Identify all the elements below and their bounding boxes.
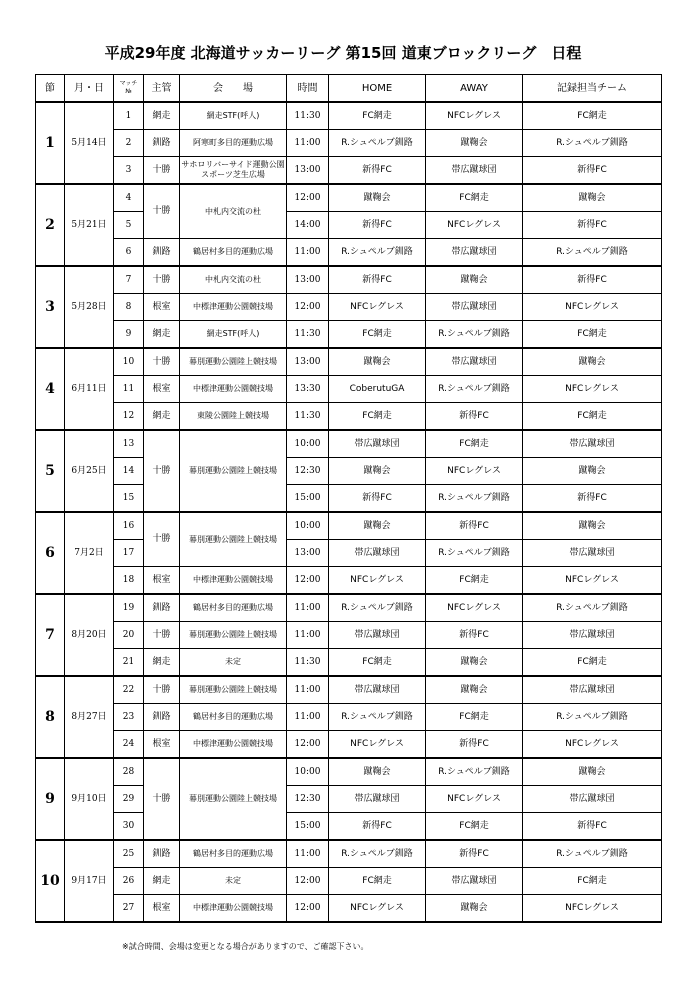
match-number: 15 xyxy=(114,485,144,513)
kickoff-time: 12:00 xyxy=(287,895,329,923)
section-number: 5 xyxy=(36,430,65,512)
home-team: FC網走 xyxy=(329,868,426,895)
table-row xyxy=(36,676,662,704)
match-number: 27 xyxy=(114,895,144,923)
record-team: 新得FC xyxy=(523,485,662,513)
home-team: FC網走 xyxy=(329,403,426,431)
host-region: 十勝 xyxy=(144,184,180,239)
record-team: NFCレグレス xyxy=(523,731,662,759)
host-region: 根室 xyxy=(144,895,180,923)
table-row xyxy=(36,868,662,895)
page-title: 平成29年度 北海道サッカーリーグ 第15回 道東ブロックリーグ 日程 xyxy=(104,44,582,62)
record-team: R.シュペルブ釧路 xyxy=(523,704,662,731)
host-region: 釧路 xyxy=(144,704,180,731)
table-row xyxy=(36,813,662,841)
record-team: R.シュペルブ釧路 xyxy=(523,239,662,267)
host-region: 根室 xyxy=(144,376,180,403)
match-number: 8 xyxy=(114,294,144,321)
venue: 網走STF(呼人) xyxy=(180,321,287,349)
away-team: FC網走 xyxy=(426,430,523,458)
host-region: 網走 xyxy=(144,102,180,130)
venue: 鶴居村多目的運動広場 xyxy=(180,704,287,731)
venue: 幕別運動公園陸上競技場 xyxy=(180,430,287,512)
home-team: 新得FC xyxy=(329,212,426,239)
kickoff-time: 11:00 xyxy=(287,676,329,704)
match-number: 9 xyxy=(114,321,144,349)
table-row xyxy=(36,540,662,567)
table-row xyxy=(36,567,662,595)
record-team: NFCレグレス xyxy=(523,294,662,321)
away-team: 蹴鞠会 xyxy=(426,895,523,923)
table-row xyxy=(36,212,662,239)
table-row xyxy=(36,840,662,868)
match-number: 22 xyxy=(114,676,144,704)
home-team: R.シュペルブ釧路 xyxy=(329,594,426,622)
kickoff-time: 14:00 xyxy=(287,212,329,239)
away-team: 帯広蹴球団 xyxy=(426,868,523,895)
match-number: 20 xyxy=(114,622,144,649)
host-region: 釧路 xyxy=(144,130,180,157)
record-team: 蹴鞠会 xyxy=(523,512,662,540)
header-date: 月・日 xyxy=(65,75,114,103)
venue: 中標津運動公園競技場 xyxy=(180,567,287,595)
table-row xyxy=(36,239,662,267)
match-date: 5月28日 xyxy=(65,266,114,348)
match-number: 28 xyxy=(114,758,144,786)
venue: 網走STF(呼人) xyxy=(180,102,287,130)
record-team: 蹴鞠会 xyxy=(523,348,662,376)
header-section: 節 xyxy=(36,75,65,103)
away-team: 帯広蹴球団 xyxy=(426,157,523,185)
away-team: 新得FC xyxy=(426,512,523,540)
kickoff-time: 11:00 xyxy=(287,130,329,157)
header-away: AWAY xyxy=(426,75,523,103)
match-number: 12 xyxy=(114,403,144,431)
table-row xyxy=(36,403,662,431)
match-number: 23 xyxy=(114,704,144,731)
match-number: 10 xyxy=(114,348,144,376)
host-region: 根室 xyxy=(144,294,180,321)
table-row xyxy=(36,895,662,923)
home-team: NFCレグレス xyxy=(329,294,426,321)
away-team: NFCレグレス xyxy=(426,458,523,485)
kickoff-time: 13:30 xyxy=(287,376,329,403)
schedule-table xyxy=(35,74,662,923)
host-region: 網走 xyxy=(144,403,180,431)
footnote: ※試合時間、会場は変更となる場合がありますので、ご確認下さい。 xyxy=(122,942,369,951)
home-team: 帯広蹴球団 xyxy=(329,786,426,813)
kickoff-time: 13:00 xyxy=(287,540,329,567)
schedule-body xyxy=(36,102,662,922)
match-number: 11 xyxy=(114,376,144,403)
match-number: 13 xyxy=(114,430,144,458)
home-team: CoberutuGA xyxy=(329,376,426,403)
venue: 中札内交流の杜 xyxy=(180,184,287,239)
venue: 中標津運動公園競技場 xyxy=(180,731,287,759)
host-region: 十勝 xyxy=(144,157,180,185)
home-team: NFCレグレス xyxy=(329,731,426,759)
away-team: R.シュペルブ釧路 xyxy=(426,321,523,349)
away-team: 帯広蹴球団 xyxy=(426,348,523,376)
table-row xyxy=(36,485,662,513)
away-team: R.シュペルブ釧路 xyxy=(426,540,523,567)
kickoff-time: 12:30 xyxy=(287,458,329,485)
record-team: R.シュペルブ釧路 xyxy=(523,594,662,622)
table-row xyxy=(36,622,662,649)
venue: 鶴居村多目的運動広場 xyxy=(180,239,287,267)
match-number: 17 xyxy=(114,540,144,567)
header-match-no xyxy=(114,75,144,103)
away-team: 新得FC xyxy=(426,622,523,649)
match-number: 30 xyxy=(114,813,144,841)
table-row xyxy=(36,321,662,349)
table-row xyxy=(36,430,662,458)
header-match-line2: № xyxy=(125,88,132,95)
match-date: 9月10日 xyxy=(65,758,114,840)
match-date: 5月14日 xyxy=(65,102,114,184)
home-team: 蹴鞠会 xyxy=(329,512,426,540)
away-team: 帯広蹴球団 xyxy=(426,239,523,267)
match-number: 21 xyxy=(114,649,144,677)
host-region: 十勝 xyxy=(144,430,180,512)
away-team: R.シュペルブ釧路 xyxy=(426,485,523,513)
record-team: 新得FC xyxy=(523,212,662,239)
header-home: HOME xyxy=(329,75,426,103)
venue: 未定 xyxy=(180,649,287,677)
kickoff-time: 11:00 xyxy=(287,622,329,649)
record-team: FC網走 xyxy=(523,403,662,431)
host-region: 釧路 xyxy=(144,594,180,622)
kickoff-time: 13:00 xyxy=(287,348,329,376)
match-number: 3 xyxy=(114,157,144,185)
table-row xyxy=(36,649,662,677)
home-team: 帯広蹴球団 xyxy=(329,430,426,458)
venue: 未定 xyxy=(180,868,287,895)
match-date: 8月27日 xyxy=(65,676,114,758)
away-team: 蹴鞠会 xyxy=(426,130,523,157)
host-region: 網走 xyxy=(144,868,180,895)
away-team: NFCレグレス xyxy=(426,786,523,813)
venue: 鶴居村多目的運動広場 xyxy=(180,840,287,868)
kickoff-time: 10:00 xyxy=(287,512,329,540)
kickoff-time: 11:30 xyxy=(287,321,329,349)
match-number: 26 xyxy=(114,868,144,895)
table-row xyxy=(36,348,662,376)
record-team: 帯広蹴球団 xyxy=(523,786,662,813)
record-team: NFCレグレス xyxy=(523,567,662,595)
away-team: 蹴鞠会 xyxy=(426,266,523,294)
kickoff-time: 11:00 xyxy=(287,840,329,868)
home-team: R.シュペルブ釧路 xyxy=(329,840,426,868)
home-team: FC網走 xyxy=(329,321,426,349)
record-team: 帯広蹴球団 xyxy=(523,622,662,649)
kickoff-time: 15:00 xyxy=(287,485,329,513)
match-number: 16 xyxy=(114,512,144,540)
table-row xyxy=(36,376,662,403)
venue: 幕別運動公園陸上競技場 xyxy=(180,512,287,567)
kickoff-time: 12:00 xyxy=(287,184,329,212)
away-team: 新得FC xyxy=(426,731,523,759)
match-number: 4 xyxy=(114,184,144,212)
section-number: 3 xyxy=(36,266,65,348)
section-number: 2 xyxy=(36,184,65,266)
kickoff-time: 10:00 xyxy=(287,430,329,458)
header-match-line1: マッチ xyxy=(119,80,138,87)
away-team: 新得FC xyxy=(426,840,523,868)
kickoff-time: 12:00 xyxy=(287,868,329,895)
header-row xyxy=(36,75,662,103)
match-date: 6月11日 xyxy=(65,348,114,430)
venue: 鶴居村多目的運動広場 xyxy=(180,594,287,622)
home-team: 蹴鞠会 xyxy=(329,458,426,485)
record-team: 帯広蹴球団 xyxy=(523,676,662,704)
table-row xyxy=(36,731,662,759)
venue: 中札内交流の杜 xyxy=(180,266,287,294)
record-team: 新得FC xyxy=(523,157,662,185)
record-team: FC網走 xyxy=(523,649,662,677)
host-region: 根室 xyxy=(144,567,180,595)
record-team: NFCレグレス xyxy=(523,895,662,923)
kickoff-time: 11:30 xyxy=(287,403,329,431)
away-team: FC網走 xyxy=(426,704,523,731)
section-number: 9 xyxy=(36,758,65,840)
table-row xyxy=(36,704,662,731)
venue: 中標津運動公園競技場 xyxy=(180,376,287,403)
venue: 中標津運動公園競技場 xyxy=(180,895,287,923)
record-team: 新得FC xyxy=(523,813,662,841)
kickoff-time: 12:00 xyxy=(287,731,329,759)
venue: 中標津運動公園競技場 xyxy=(180,294,287,321)
away-team: R.シュペルブ釧路 xyxy=(426,376,523,403)
home-team: NFCレグレス xyxy=(329,895,426,923)
home-team: FC網走 xyxy=(329,102,426,130)
table-row xyxy=(36,266,662,294)
away-team: FC網走 xyxy=(426,813,523,841)
match-date: 6月25日 xyxy=(65,430,114,512)
away-team: R.シュペルブ釧路 xyxy=(426,758,523,786)
kickoff-time: 12:00 xyxy=(287,294,329,321)
kickoff-time: 12:00 xyxy=(287,567,329,595)
home-team: FC網走 xyxy=(329,649,426,677)
kickoff-time: 11:00 xyxy=(287,704,329,731)
match-date: 9月17日 xyxy=(65,840,114,922)
host-region: 網走 xyxy=(144,649,180,677)
section-number: 7 xyxy=(36,594,65,676)
match-number: 18 xyxy=(114,567,144,595)
record-team: 帯広蹴球団 xyxy=(523,430,662,458)
match-number: 7 xyxy=(114,266,144,294)
home-team: 新得FC xyxy=(329,485,426,513)
home-team: R.シュペルブ釧路 xyxy=(329,130,426,157)
record-team: FC網走 xyxy=(523,868,662,895)
kickoff-time: 10:00 xyxy=(287,758,329,786)
venue: 幕別運動公園陸上競技場 xyxy=(180,348,287,376)
table-row xyxy=(36,786,662,813)
section-number: 6 xyxy=(36,512,65,594)
kickoff-time: 13:00 xyxy=(287,266,329,294)
section-number: 1 xyxy=(36,102,65,184)
match-number: 24 xyxy=(114,731,144,759)
home-team: 帯広蹴球団 xyxy=(329,540,426,567)
host-region: 十勝 xyxy=(144,758,180,840)
away-team: NFCレグレス xyxy=(426,594,523,622)
kickoff-time: 13:00 xyxy=(287,157,329,185)
away-team: 新得FC xyxy=(426,403,523,431)
kickoff-time: 11:30 xyxy=(287,649,329,677)
away-team: FC網走 xyxy=(426,184,523,212)
venue: 幕別運動公園陸上競技場 xyxy=(180,676,287,704)
away-team: 帯広蹴球団 xyxy=(426,294,523,321)
kickoff-time: 12:30 xyxy=(287,786,329,813)
host-region: 十勝 xyxy=(144,676,180,704)
table-row xyxy=(36,102,662,130)
host-region: 根室 xyxy=(144,731,180,759)
host-region: 釧路 xyxy=(144,840,180,868)
host-region: 釧路 xyxy=(144,239,180,267)
section-number: 10 xyxy=(36,840,65,922)
record-team: 蹴鞠会 xyxy=(523,184,662,212)
record-team: R.シュペルブ釧路 xyxy=(523,840,662,868)
match-number: 14 xyxy=(114,458,144,485)
record-team: 新得FC xyxy=(523,266,662,294)
header-venue: 会 場 xyxy=(180,75,287,103)
kickoff-time: 11:30 xyxy=(287,102,329,130)
home-team: 新得FC xyxy=(329,157,426,185)
table-row xyxy=(36,184,662,212)
section-number: 4 xyxy=(36,348,65,430)
venue: 幕別運動公園陸上競技場 xyxy=(180,758,287,840)
kickoff-time: 15:00 xyxy=(287,813,329,841)
home-team: 蹴鞠会 xyxy=(329,348,426,376)
host-region: 十勝 xyxy=(144,622,180,649)
table-row xyxy=(36,594,662,622)
match-number: 19 xyxy=(114,594,144,622)
table-row xyxy=(36,758,662,786)
away-team: FC網走 xyxy=(426,567,523,595)
match-date: 5月21日 xyxy=(65,184,114,266)
record-team: 蹴鞠会 xyxy=(523,758,662,786)
kickoff-time: 11:00 xyxy=(287,594,329,622)
home-team: NFCレグレス xyxy=(329,567,426,595)
home-team: R.シュペルブ釧路 xyxy=(329,704,426,731)
match-number: 5 xyxy=(114,212,144,239)
header-host: 主管 xyxy=(144,75,180,103)
kickoff-time: 11:00 xyxy=(287,239,329,267)
table-row xyxy=(36,157,662,185)
table-row xyxy=(36,458,662,485)
section-number: 8 xyxy=(36,676,65,758)
record-team: 帯広蹴球団 xyxy=(523,540,662,567)
venue: 阿寒町多目的運動広場 xyxy=(180,130,287,157)
home-team: 帯広蹴球団 xyxy=(329,676,426,704)
record-team: NFCレグレス xyxy=(523,376,662,403)
table-row xyxy=(36,512,662,540)
home-team: 新得FC xyxy=(329,266,426,294)
match-date: 7月2日 xyxy=(65,512,114,594)
away-team: 蹴鞠会 xyxy=(426,649,523,677)
home-team: 蹴鞠会 xyxy=(329,184,426,212)
table-row xyxy=(36,130,662,157)
home-team: 蹴鞠会 xyxy=(329,758,426,786)
away-team: NFCレグレス xyxy=(426,102,523,130)
table-row xyxy=(36,294,662,321)
match-number: 1 xyxy=(114,102,144,130)
away-team: 蹴鞠会 xyxy=(426,676,523,704)
record-team: R.シュペルブ釧路 xyxy=(523,130,662,157)
match-number: 29 xyxy=(114,786,144,813)
host-region: 十勝 xyxy=(144,512,180,567)
header-record: 記録担当チーム xyxy=(523,75,662,103)
venue: 東陵公園陸上競技場 xyxy=(180,403,287,431)
host-region: 網走 xyxy=(144,321,180,349)
home-team: R.シュペルブ釧路 xyxy=(329,239,426,267)
venue: サホロリバーサイド運動公園スポーツ芝生広場 xyxy=(180,157,287,185)
record-team: 蹴鞠会 xyxy=(523,458,662,485)
header-time: 時間 xyxy=(287,75,329,103)
match-date: 8月20日 xyxy=(65,594,114,676)
match-number: 2 xyxy=(114,130,144,157)
venue: 幕別運動公園陸上競技場 xyxy=(180,622,287,649)
home-team: 新得FC xyxy=(329,813,426,841)
host-region: 十勝 xyxy=(144,348,180,376)
match-number: 6 xyxy=(114,239,144,267)
record-team: FC網走 xyxy=(523,102,662,130)
home-team: 帯広蹴球団 xyxy=(329,622,426,649)
match-number: 25 xyxy=(114,840,144,868)
record-team: FC網走 xyxy=(523,321,662,349)
host-region: 十勝 xyxy=(144,266,180,294)
away-team: NFCレグレス xyxy=(426,212,523,239)
